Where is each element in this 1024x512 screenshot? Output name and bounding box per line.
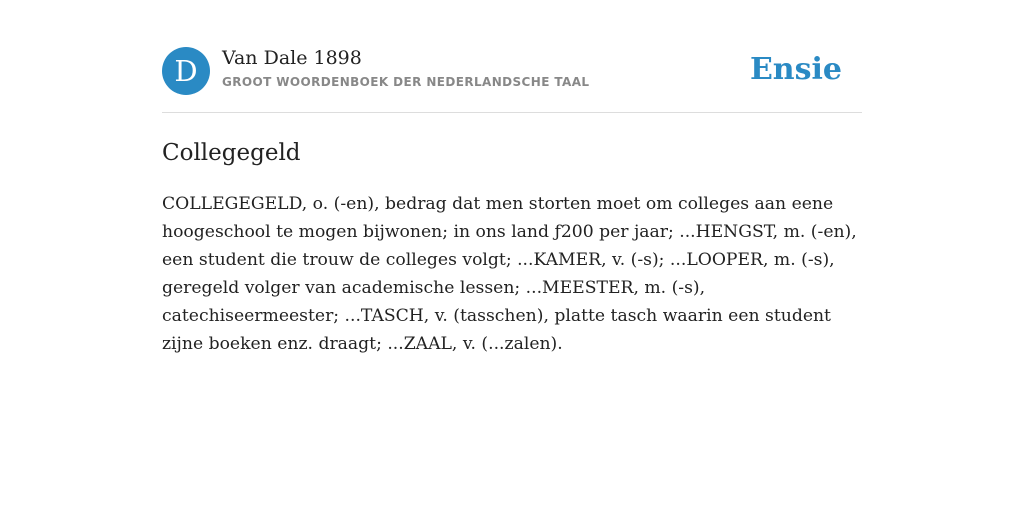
page-container [162,0,862,354]
ensie-brand-link[interactable]: Ensie [749,52,842,87]
dictionary-header [162,0,862,113]
dictionary-logo[interactable]: D [162,47,210,95]
dictionary-subtitle: GROOT WOORDENBOEK DER NEDERLANDSCHE TAAL [222,75,590,89]
entry-title: Collegegeld [162,140,301,166]
dictionary-title[interactable]: Van Dale 1898 [222,47,362,69]
entry-definition: COLLEGEGELD, o. (-en), bedrag dat men storten moet om colleges aan eene hoogeschool te mogen bijwonen; in ons land ƒ200 per jaar; ...HENGST, m. (-en), een student die trouw de colleges volgt; ...KAMER, v. (-s); ...LOOPER, m. (-s), geregeld volger van academische lessen; ...MEESTER, m. (-s), catechiseermeester; ...TASCH, v. (tasschen), platte tasch waarin een student zijne boeken enz. draagt; ...ZAAL, v. (...zalen). [162,194,857,354]
